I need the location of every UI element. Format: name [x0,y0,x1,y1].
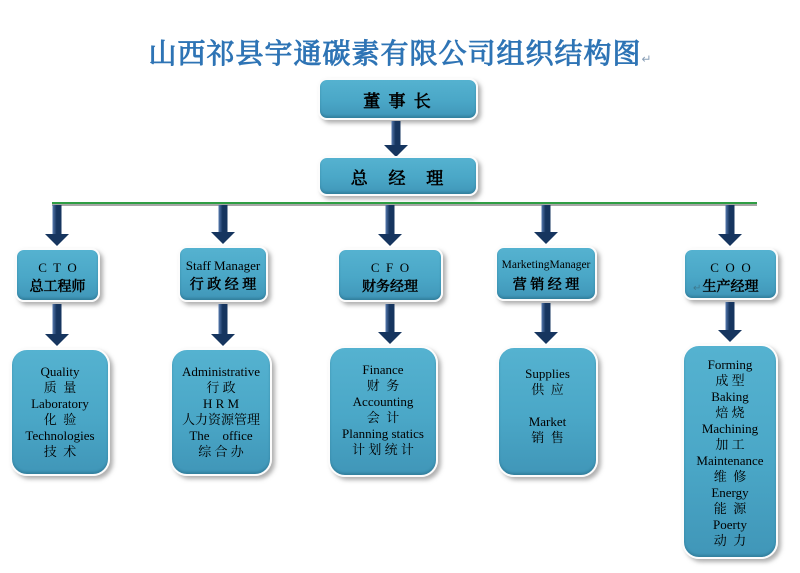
dept-line: Supplies [525,366,570,381]
chairman-label: 董 事 长 [363,91,433,111]
dept-line: 销 售 [531,430,564,445]
marketing-manager-title-cn: 营 销 经 理 [512,278,580,293]
coo-box [683,248,778,300]
marketing-manager-box [495,246,597,301]
cto-departments-box [10,348,110,476]
cto-title-en: C T O [38,260,77,275]
dept-line: 能 源 [713,501,747,516]
dept-line: 维 修 [713,469,747,484]
staff-departments-box [170,348,272,476]
cto-title-cn: 总工程师 [29,280,86,295]
dept-line: Machining [701,421,759,436]
dept-line: Market [528,414,567,429]
arrow-marketing-to-depts [534,303,558,344]
marketing-manager-title-en: MarketingManager [501,259,591,271]
dept-line: 会 计 [366,410,400,425]
dept-line: 计 划 统 计 [352,442,414,457]
arrow-staff-to-depts [211,304,235,346]
paragraph-mark-icon: ↵ [693,283,702,294]
dept-line [499,398,596,414]
arrow-cto-to-depts [45,304,69,346]
dept-line: Laboratory [31,396,89,411]
dept-line: 化 验 [43,412,77,427]
dept-line: Administrative [182,364,260,379]
dept-line: 综 合 办 [198,444,244,459]
dept-line: 焙 烧 [715,405,745,420]
coo-departments-box [682,344,778,559]
arrow-to-cfo [378,205,402,246]
distribution-line [52,202,757,206]
arrow-to-coo [718,205,742,246]
staff-manager-title-cn: 行 政 经 理 [189,278,257,293]
chairman-box [318,78,478,120]
staff-manager-title-en: Staff Manager [185,258,261,273]
arrow-coo-to-depts [718,302,742,342]
dept-line: Poerty [713,517,747,532]
dept-line: Technologies [25,428,95,443]
dept-line: 动 力 [713,533,747,548]
dept-line: H R M [202,396,240,411]
arrow-to-marketing-manager [534,205,558,244]
arrow-chairman-to-gm [384,121,408,157]
general-manager-label: 总 经 理 [350,168,446,188]
dept-line: 人力资源管理 [181,412,260,427]
dept-line: Accounting [352,394,414,409]
cfo-box [337,248,443,302]
dept-line: 成 型 [715,373,745,388]
cfo-title-en: C F O [370,260,410,275]
dept-line: 加 工 [715,437,745,452]
cfo-departments-box [328,346,438,477]
dept-line: Baking [711,389,749,404]
coo-title-cn: 生产经理 [702,280,759,295]
coo-title-en: C O O [710,260,751,275]
arrow-cfo-to-depts [378,304,402,344]
cfo-title-cn: 财务经理 [362,280,418,295]
dept-line: Finance [362,362,404,377]
cto-box [15,248,100,302]
arrow-to-cto [45,205,69,246]
dept-line: Quality [40,364,80,379]
dept-line: Planning statics [342,426,424,441]
dept-line: Maintenance [696,453,764,468]
dept-line: Energy [711,485,749,500]
arrow-to-staff-manager [211,205,235,244]
dept-line: The office [189,428,253,443]
dept-line: 技 术 [43,444,77,459]
page-title-text: 山西祁县宇通碳素有限公司组织结构图 [148,38,642,69]
page-title [0,32,800,72]
dept-line: Forming [707,357,753,372]
dept-line: 行 政 [206,380,236,395]
dept-line: 财 务 [366,378,400,393]
general-manager-box [318,156,478,196]
dept-line: 质 量 [43,380,77,395]
staff-manager-box [178,246,268,302]
dept-line: 供 应 [531,382,564,397]
paragraph-mark-icon: ↵ [641,52,652,66]
marketing-departments-box [497,346,598,477]
